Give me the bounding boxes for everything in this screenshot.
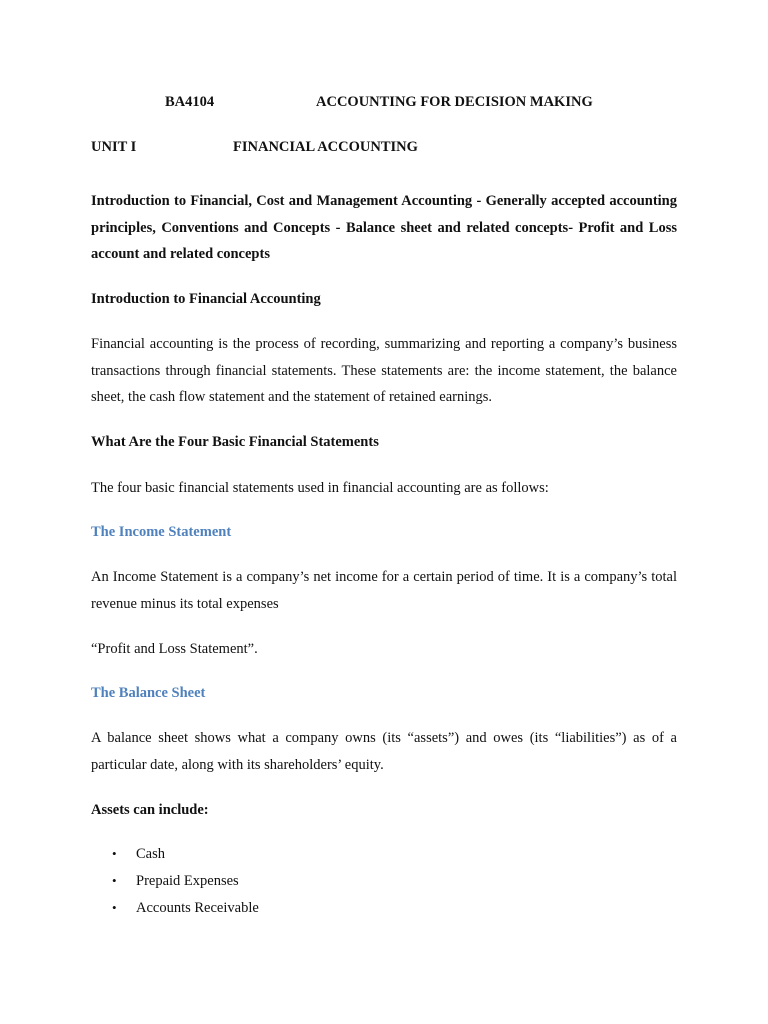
income-statement-alias: “Profit and Loss Statement”. [91,641,258,657]
unit-title: FINANCIAL ACCOUNTING [233,139,418,155]
bullet-icon: • [112,873,117,888]
income-statement-heading: The Income Statement [91,524,232,540]
course-title: ACCOUNTING FOR DECISION MAKING [316,94,593,110]
four-statements-heading: What Are the Four Basic Financial Statements [91,434,379,450]
intro-heading: Introduction to Financial Accounting [91,291,321,307]
income-statement-paragraph: An Income Statement is a company’s net income for a certain period of time. It is a company’s total revenue minus its total expenses [91,569,677,612]
list-item [112,898,259,925]
list-item [112,871,259,898]
list-item [112,844,259,871]
list-item-text: Cash [136,846,165,862]
list-item-text: Prepaid Expenses [136,873,239,889]
balance-sheet-paragraph: A balance sheet shows what a company owns (its “assets”) and owes (its “liabilities”) as of a particular date, along with its shareholders’ equity. [91,730,677,773]
bullet-icon: • [112,900,117,915]
unit-number: UNIT I [91,139,137,155]
syllabus-paragraph: Introduction to Financial, Cost and Management Accounting - Generally accepted accounting principles, Conventions and Concepts - Balance sheet and related concepts- Profit and Loss account and related concepts [91,193,677,262]
list-item-text: Accounts Receivable [136,900,259,916]
course-code: BA4104 [165,94,215,110]
assets-heading: Assets can include: [91,802,209,818]
intro-paragraph: Financial accounting is the process of recording, summarizing and reporting a company’s business transactions through financial statements. These statements are: the income statement, the balance sheet, the cash flow statement and the statement of retained earnings. [91,336,677,405]
four-statements-text: The four basic financial statements used in financial accounting are as follows: [91,480,549,496]
bullet-icon: • [112,846,117,861]
assets-list [112,844,259,925]
balance-sheet-heading: The Balance Sheet [91,685,206,701]
